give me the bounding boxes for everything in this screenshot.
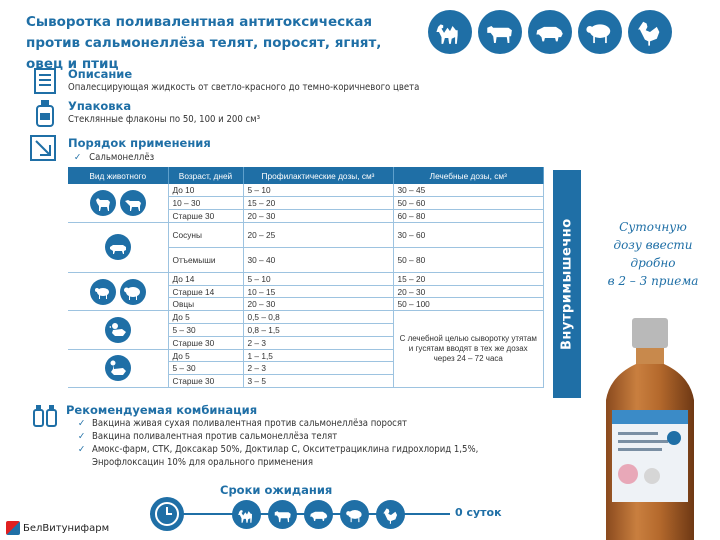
chicken-icon: [376, 500, 405, 529]
lamb-icon: [90, 279, 116, 305]
col-prophylactic: Профилактические дозы, см³: [243, 167, 393, 184]
sheep-icon: [340, 500, 369, 529]
goslings-cell: [68, 349, 168, 387]
cow-icon: [268, 500, 297, 529]
packaging-heading: Упаковка: [68, 99, 132, 113]
calves-cell: [68, 184, 168, 222]
packaging-text: Стеклянные флаконы по 50, 100 и 200 см³: [68, 114, 261, 125]
application-check-item: [74, 152, 154, 163]
animal-icons-row: [428, 10, 672, 54]
list-item: ✓ Вакцина поливалентная против сальмонеллёза телят: [78, 430, 498, 443]
camel-icon: [232, 500, 261, 529]
withdrawal-value: 0 суток: [455, 506, 502, 519]
combination-heading: Рекомендуемая комбинация: [66, 403, 258, 417]
table-row: Старше 30 3 – 5: [68, 375, 544, 388]
table-row: Старше 30 20 – 30 60 – 80: [68, 210, 544, 223]
table-row: 5 – 30 2 – 3: [68, 362, 544, 375]
table-row: Овцы 20 – 30 50 – 100: [68, 298, 544, 311]
route-label: Внутримышечно: [553, 170, 581, 398]
table-row: До 10 5 – 10 30 – 45: [68, 184, 544, 197]
sheep-small-icon: [120, 279, 146, 305]
table-row: До 5 0,5 – 0,8 С лечебной целью сыворотку утятам и гусятам вводят в тех же дозах через 24 – 72 часа: [68, 311, 544, 324]
ducklings-cell: [68, 311, 168, 349]
page-title: Сыворотка поливалентная антитоксическая против сальмонеллёза телят, поросят, ягнят, овец и птиц: [26, 14, 382, 72]
check-icon: ✓: [74, 152, 82, 163]
brand-logo-icon: [6, 521, 20, 535]
vial-icon: [30, 98, 60, 128]
calf-icon: [120, 190, 146, 216]
table-row: 5 – 30 0,8 – 1,5: [68, 324, 544, 337]
document-icon: [30, 66, 60, 96]
col-animal: Вид животного: [68, 167, 168, 184]
table-row: Старше 14 10 – 15 20 – 30: [68, 285, 544, 298]
dosage-table: [68, 167, 544, 388]
table-row: До 14 5 – 10 15 – 20: [68, 272, 544, 285]
table-row: Отъемыши 30 – 40 50 – 80: [68, 247, 544, 272]
product-bottle-image: [590, 310, 710, 540]
table-row: Сосуны 20 – 25 30 – 60: [68, 222, 544, 247]
treatment-note: С лечебной целью сыворотку утятам и гусятам вводят в тех же дозах через 24 – 72 часа: [393, 311, 544, 388]
brand: [6, 521, 109, 535]
col-age: Возраст, дней: [168, 167, 243, 184]
sheep-cell: [68, 272, 168, 310]
injection-down-icon: [28, 133, 58, 163]
duckling-icon: [105, 317, 131, 343]
table-row: 10 – 30 15 – 20 50 – 60: [68, 197, 544, 210]
col-therapeutic: Лечебные дозы, см³: [393, 167, 544, 184]
application-heading: Порядок применения: [68, 136, 211, 150]
vials-combination-icon: [30, 402, 60, 432]
clock-icon: [150, 497, 184, 531]
withdrawal-animal-icons: [232, 500, 405, 529]
table-row: Старше 30 2 – 3: [68, 336, 544, 349]
camel-icon: [428, 10, 472, 54]
piglets-cell: [68, 222, 168, 272]
check-item-label: Сальмонеллёз: [89, 152, 155, 163]
combination-list: [78, 417, 498, 469]
list-item: ✓ Вакцина живая сухая поливалентная против сальмонеллёза поросят: [78, 417, 498, 430]
table-row: До 5 1 – 1,5: [68, 349, 544, 362]
pig-icon: [528, 10, 572, 54]
withdrawal-heading: Сроки ожидания: [220, 483, 333, 497]
piglet-icon: [105, 234, 131, 260]
gosling-icon: [105, 355, 131, 381]
cow-icon: [478, 10, 522, 54]
chicken-icon: [628, 10, 672, 54]
daily-dose-note: Суточную дозу ввести дробно в 2 – 3 приема: [607, 220, 699, 288]
description-heading: Описание: [68, 67, 133, 81]
description-text: Опалесцирующая жидкость от светло-красного до темно-коричневого цвета: [68, 82, 420, 93]
brand-name: БелВитунифарм: [23, 522, 110, 534]
sheep-icon: [578, 10, 622, 54]
pig-icon: [304, 500, 333, 529]
goat-kid-icon: [90, 190, 116, 216]
list-item: ✓ Амокс-фарм, СТК, Доксакар 50%, Доктилар С, Окситетрациклина гидрохлорид 1,5%, Энрофлоксацин 10% для орального применения: [78, 443, 498, 469]
